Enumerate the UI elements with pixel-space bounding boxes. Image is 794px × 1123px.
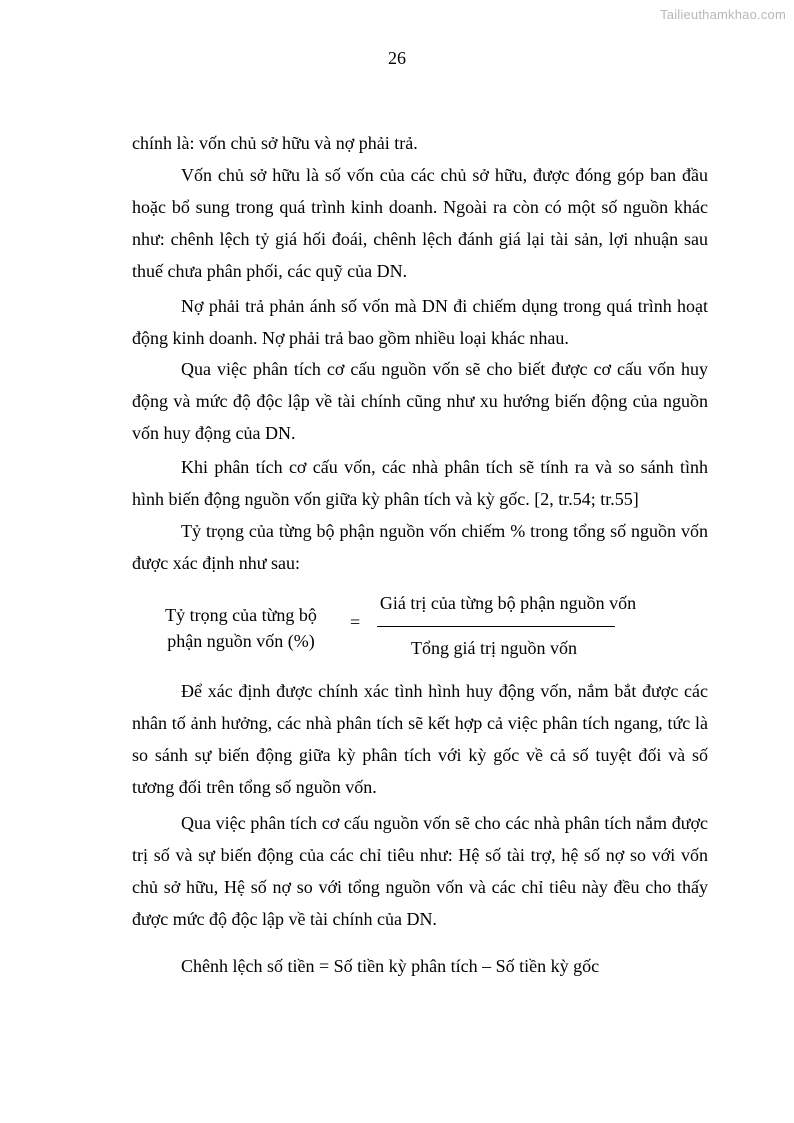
formula-lhs-line1: Tỷ trọng của từng bộ [165, 605, 317, 625]
paragraph-horizontal-analysis: Để xác định được chính xác tình hình huy động vốn, nắm bắt được các nhân tố ảnh hưởng, các nhà phân tích sẽ kết hợp cả việc phân tích ngang, tức là so sánh sự biến động giữa kỳ phân tích với kỳ gốc về cả số tuyệt đối và số tương đối trên tổng số nguồn vốn. [132, 681, 708, 797]
paragraph-structure-analysis: Qua việc phân tích cơ cấu nguồn vốn sẽ cho biết được cơ cấu vốn huy động và mức độ độc lập về tài chính cũng như xu hướng biến động của nguồn vốn huy động của DN. [132, 359, 708, 443]
fraction-bar [377, 626, 615, 627]
proportion-formula [132, 588, 708, 668]
watermark: Tailieuthamkhao.com [660, 7, 786, 22]
formula-equals: = [350, 612, 361, 632]
formula-numerator: Giá trị của từng bộ phận nguồn vốn [379, 593, 637, 613]
paragraph-comparison: Khi phân tích cơ cấu vốn, các nhà phân tích sẽ tính ra và so sánh tình hình biến động nguồn vốn giữa kỳ phân tích và kỳ gốc. [2, tr.54; tr.55] [132, 457, 708, 509]
paragraph-liabilities: Nợ phải trả phản ánh số vốn mà DN đi chiếm dụng trong quá trình hoạt động kinh doanh. Nợ phải trả bao gồm nhiều loại khác nhau. [132, 296, 708, 348]
page-number: 26 [388, 48, 406, 68]
formula-lhs-line2: phận nguồn vốn (%) [167, 631, 315, 651]
formula-denominator: Tổng giá trị nguồn vốn [411, 638, 577, 658]
paragraph-proportion-intro: Tỷ trọng của từng bộ phận nguồn vốn chiếm % trong tổng số nguồn vốn được xác định như sau: [132, 521, 708, 573]
formula-lhs [132, 602, 350, 654]
difference-formula: Chênh lệch số tiền = Số tiền kỳ phân tích – Số tiền kỳ gốc [181, 956, 600, 976]
paragraph-indicators: Qua việc phân tích cơ cấu nguồn vốn sẽ cho các nhà phân tích nắm được trị số và sự biến động của các chỉ tiêu như: Hệ số tài trợ, hệ số nợ so với vốn chủ sở hữu, Hệ số nợ so với tổng nguồn vốn và các chỉ tiêu này đều cho thấy được mức độ độc lập về tài chính của DN. [132, 813, 708, 929]
paragraph-equity: Vốn chủ sở hữu là số vốn của các chủ sở hữu, được đóng góp ban đầu hoặc bổ sung trong quá trình kinh doanh. Ngoài ra còn có một số nguồn khác như: chênh lệch tỷ giá hối đoái, chênh lệch đánh giá lại tài sản, lợi nhuận sau thuế chưa phân phối, các quỹ của DN. [132, 165, 708, 281]
paragraph-continuation: chính là: vốn chủ sở hữu và nợ phải trả. [132, 133, 418, 153]
